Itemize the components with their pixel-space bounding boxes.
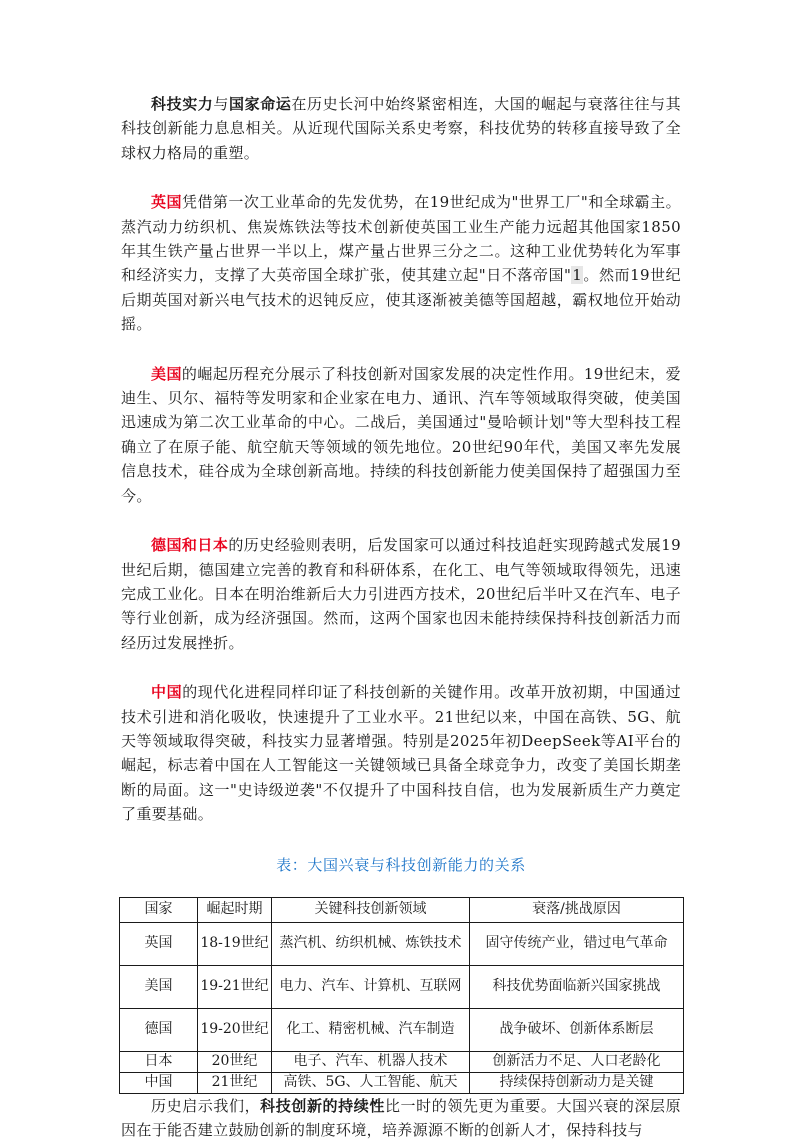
text-segment: 的现代化进程同样印证了科技创新的关键作用。改革开放初期，中国通过技术引进和消化吸收，快速提升了工业水平。21世纪以来，中国在高铁、5G、航天等领域取得突破，科技实力显著增强。特别是2025年初DeepSeek等AI平台的崛起，标志着中国在人工智能这一关键领域已具备全球竞争力，改变了美国长期垄断的局面。这一"史诗级逆袭"不仅提升了中国科技自信，也为发展新质生产力奠定了重要基础。	[121, 683, 682, 824]
bold-term-national-destiny: 国家命运	[229, 95, 292, 113]
table-row	[120, 1008, 684, 1051]
paragraph-china	[121, 680, 681, 826]
text-segment: 凭借第一次工业革命的先发优势，在19世纪成为"世界工厂"和全球霸主。蒸汽动力纺织机、焦炭炼铁法等技术创新使英国工业生产能力远超其他国家1850年其生铁产量占世界一半以上，煤产量占世界三分之二。这种工业优势转化为军事和经济实力，支撑了大英帝国全球扩张，使其建立起"日不落帝国"	[121, 193, 681, 285]
bold-term-sustainability: 科技创新的持续性	[260, 1096, 385, 1115]
table-cell: 19-20世纪	[198, 1008, 272, 1051]
paragraph-us	[121, 362, 681, 508]
table-cell: 美国	[120, 965, 198, 1008]
table-row	[120, 1072, 684, 1093]
paragraph-conclusion	[121, 1094, 681, 1142]
paragraph-germany-japan	[121, 533, 681, 655]
table-cell: 高铁、5G、人工智能、航天	[272, 1072, 470, 1093]
text-segment: 与	[213, 95, 229, 113]
table-cell: 持续保持创新动力是关键	[470, 1072, 684, 1093]
table-cell: 德国	[120, 1008, 198, 1051]
table-header-cell: 崛起时期	[198, 897, 272, 922]
heading-uk: 英国	[151, 193, 182, 212]
table-header-cell: 国家	[120, 897, 198, 922]
table-row	[120, 922, 684, 965]
table-cell: 创新活力不足、人口老龄化	[470, 1051, 684, 1072]
table-cell: 日本	[120, 1051, 198, 1072]
table-row	[120, 965, 684, 1008]
table-cell: 固守传统产业，错过电气革命	[470, 922, 684, 965]
text-segment: 比一时的领先更为重要。大国兴衰的深层原因在于能否建立鼓励创新的制度环境，培养源源不断的创新人才，保持科技与	[121, 1096, 681, 1139]
bold-term-tech-strength: 科技实力	[151, 95, 214, 113]
table-cell: 科技优势面临新兴国家挑战	[470, 965, 684, 1008]
heading-us: 美国	[151, 364, 182, 383]
table-cell: 18-19世纪	[198, 922, 272, 965]
comparison-table	[119, 897, 684, 1094]
table-cell: 蒸汽机、纺织机械、炼铁技术	[272, 922, 470, 965]
table-cell: 战争破坏、创新体系断层	[470, 1008, 684, 1051]
heading-germany-japan: 德国和日本	[151, 536, 229, 555]
text-segment: 在历史长河中始终紧密相连，大国的崛起与衰落往往与其科技创新能力息息相关。从近现代国际关系史考察，科技优势的转移直接导致了全球权力格局的重塑。	[121, 95, 682, 162]
text-segment: 。然而19世纪后期英国对新兴电气技术的迟钝反应，使其逐渐被美德等国超越，霸权地位开始动摇。	[121, 266, 681, 334]
table-header-cell: 关键科技创新领域	[272, 897, 470, 922]
table-cell: 英国	[120, 922, 198, 965]
document-body	[121, 92, 681, 1142]
table-cell: 电子、汽车、机器人技术	[272, 1051, 470, 1072]
table-cell: 化工、精密机械、汽车制造	[272, 1008, 470, 1051]
heading-china: 中国	[151, 683, 183, 702]
table-cell: 19-21世纪	[198, 965, 272, 1008]
paragraph-uk	[121, 190, 681, 336]
text-segment: 的崛起历程充分展示了科技创新对国家发展的决定性作用。19世纪末，爱迪生、贝尔、福特等发明家和企业家在电力、通讯、汽车等领域取得突破，使美国迅速成为第二次工业革命的中心。二战后，美国通过"曼哈顿计划"等大型科技工程确立了在原子能、航空航天等领域的领先地位。20世纪90年代，美国又率先发展信息技术，硅谷成为全球创新高地。持续的科技创新能力使美国保持了超强国力至今。	[121, 364, 681, 505]
table-cell: 20世纪	[198, 1051, 272, 1072]
table-cell: 21世纪	[198, 1072, 272, 1093]
table-cell: 电力、汽车、计算机、互联网	[272, 965, 470, 1008]
footnote-marker[interactable]: 1	[572, 266, 583, 285]
table-row	[120, 1051, 684, 1072]
table-cell: 中国	[120, 1072, 198, 1093]
table-header-cell: 衰落/挑战原因	[470, 897, 684, 922]
text-segment: 历史启示我们，	[151, 1096, 261, 1115]
paragraph-intro	[121, 92, 681, 165]
table-caption: 表：大国兴衰与科技创新能力的关系	[276, 855, 526, 874]
text-segment: 的历史经验则表明，后发国家可以通过科技追赶实现跨越式发展19世纪后期，德国建立完善的教育和科研体系，在化工、电气等领域取得领先，迅速完成工业化。日本在明治维新后大力引进西方技术，20世纪后半叶又在汽车、电子等行业创新，成为经济强国。然而，这两个国家也因未能持续保持科技创新活力而经历过发展挫折。	[121, 536, 681, 652]
table-header-row	[120, 897, 684, 922]
